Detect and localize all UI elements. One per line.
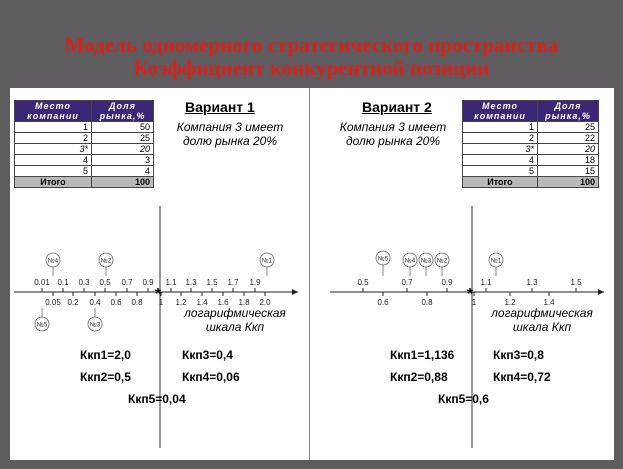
variant1-tick-label-above: 1.1 — [165, 278, 177, 287]
variant2-title: Вариант 2 — [362, 99, 432, 115]
variant1-tick-label-below: 1 — [158, 298, 164, 307]
header-place: Место компании — [463, 101, 538, 122]
table-row: 3* 20 — [463, 144, 599, 155]
variant2-kkp4: Ккп4=0,72 — [493, 370, 551, 384]
variant2-company-label: №5 — [377, 255, 389, 263]
variant1-note: Компания 3 имеет долю рынка 20% — [176, 120, 284, 148]
variant1-company-label: №3 — [89, 321, 101, 329]
variant1-tick-label-below: 2.0 — [259, 298, 271, 307]
table-row: 2 22 — [463, 133, 599, 144]
variant2-tick-label-below: 0.8 — [421, 298, 433, 307]
table-row: 4 18 — [463, 155, 599, 166]
variant1-tick-label-below: 0.6 — [110, 298, 122, 307]
variant2-company-label: №3 — [420, 257, 432, 265]
variant2-kkp3: Ккп3=0,8 — [493, 348, 544, 362]
content-panel — [10, 88, 614, 460]
variant1-tick-label-above: 0.01 — [34, 278, 50, 287]
variant2-scale-label: логарифмическая шкала Ккп — [491, 306, 593, 334]
title-line-2: Коэффициент конкурентной позиции — [133, 56, 490, 80]
variant1-tick-label-above: 1.5 — [206, 278, 218, 287]
variant2-company-label: №2 — [436, 257, 448, 265]
variant1-tick-label-above: 0.1 — [57, 278, 69, 287]
variant2-tick-label-above: 0.5 — [357, 278, 369, 287]
variant2-tick-label-below: 1.4 — [543, 298, 555, 307]
variant1-tick-label-below: 0.4 — [89, 298, 101, 307]
variant2-company-label: №1 — [490, 257, 502, 265]
table-row: 4 3 — [15, 155, 154, 166]
variant1-tick-label-above: 1.3 — [185, 278, 197, 287]
variant1-tick-label-above: 1.9 — [249, 278, 261, 287]
title-line-1: Модель одномерного стратегического пространства — [64, 33, 559, 57]
table-row: 5 15 — [463, 166, 599, 177]
variant1-tick-label-below: 1.2 — [175, 298, 187, 307]
variant2-kkp2: Ккп2=0,88 — [390, 370, 448, 384]
variant2-company-label: №4 — [404, 257, 416, 265]
variant1-tick-label-below: 0.8 — [131, 298, 143, 307]
variant2-tick-label-above: 1.3 — [526, 278, 538, 287]
variant1-tick-label-above: 0.7 — [121, 278, 133, 287]
variant2-tick-label-above: 1.1 — [480, 278, 492, 287]
variant1-kkp4: Ккп4=0,06 — [182, 370, 240, 384]
table-row: 1 25 — [463, 122, 599, 133]
variant2-star-marker: * — [466, 286, 474, 303]
variant1-tick-label-below: 0.05 — [45, 298, 61, 307]
table-row: 1 50 — [15, 122, 154, 133]
variant2-tick-label-above: 1.5 — [570, 278, 582, 287]
variant2-tick-label-below: 1.2 — [504, 298, 516, 307]
variant1-tick-label-below: 0.2 — [67, 298, 79, 307]
variant1-kkp1: Ккп1=2,0 — [80, 348, 131, 362]
variant1-company-label: №1 — [261, 257, 273, 265]
header-share: Доля рынка,% — [538, 101, 599, 122]
variant2-tick-label-above: 0.9 — [441, 278, 453, 287]
variant1-kkp3: Ккп3=0,4 — [182, 348, 233, 362]
variant1-scale-label: логарифмическая шкала Ккп — [184, 306, 286, 334]
variant1-tick-label-above: 0.5 — [99, 278, 111, 287]
variant1-axis-arrow — [292, 289, 298, 295]
variant2-tick-label-above: 0.7 — [401, 278, 413, 287]
axes-diagram — [10, 88, 614, 460]
variant2-kkp1: Ккп1=1,136 — [390, 348, 455, 362]
variant1-star-marker: * — [154, 286, 162, 303]
table-row: 3* 20 — [15, 144, 154, 155]
variant1-title: Вариант 1 — [185, 99, 255, 115]
table-total-row: Итого 100 — [15, 177, 154, 188]
variant2-tick-label-below: 1 — [471, 298, 477, 307]
variant1-kkp2: Ккп2=0,5 — [80, 370, 131, 384]
variant1-tick-label-below: 1.8 — [238, 298, 250, 307]
variant2-kkp5: Ккп5=0,6 — [438, 392, 489, 406]
variant1-company-label: №2 — [100, 257, 112, 265]
header-place: Место компании — [15, 101, 92, 122]
variant1-company-label: №5 — [36, 321, 48, 329]
variant1-tick-label-below: 1.6 — [217, 298, 229, 307]
header-share: Доля рынка,% — [92, 101, 154, 122]
variant2-axis-arrow — [598, 289, 604, 295]
variant1-tick-label-above: 0.9 — [142, 278, 154, 287]
variant1-tick-label-above: 0.3 — [78, 278, 90, 287]
variant2-note: Компания 3 имеет долю рынка 20% — [339, 120, 447, 148]
table-row: 2 25 — [15, 133, 154, 144]
variant1-tick-label-above: 1.7 — [227, 278, 239, 287]
variant1-tick-label-below: 1.4 — [196, 298, 208, 307]
variant1-company-label: №4 — [47, 257, 59, 265]
variant2-tick-label-below: 0.6 — [377, 298, 389, 307]
table-row: 5 4 — [15, 166, 154, 177]
variant1-kkp5: Ккп5=0,04 — [128, 392, 186, 406]
table-total-row: Итого 100 — [463, 177, 599, 188]
